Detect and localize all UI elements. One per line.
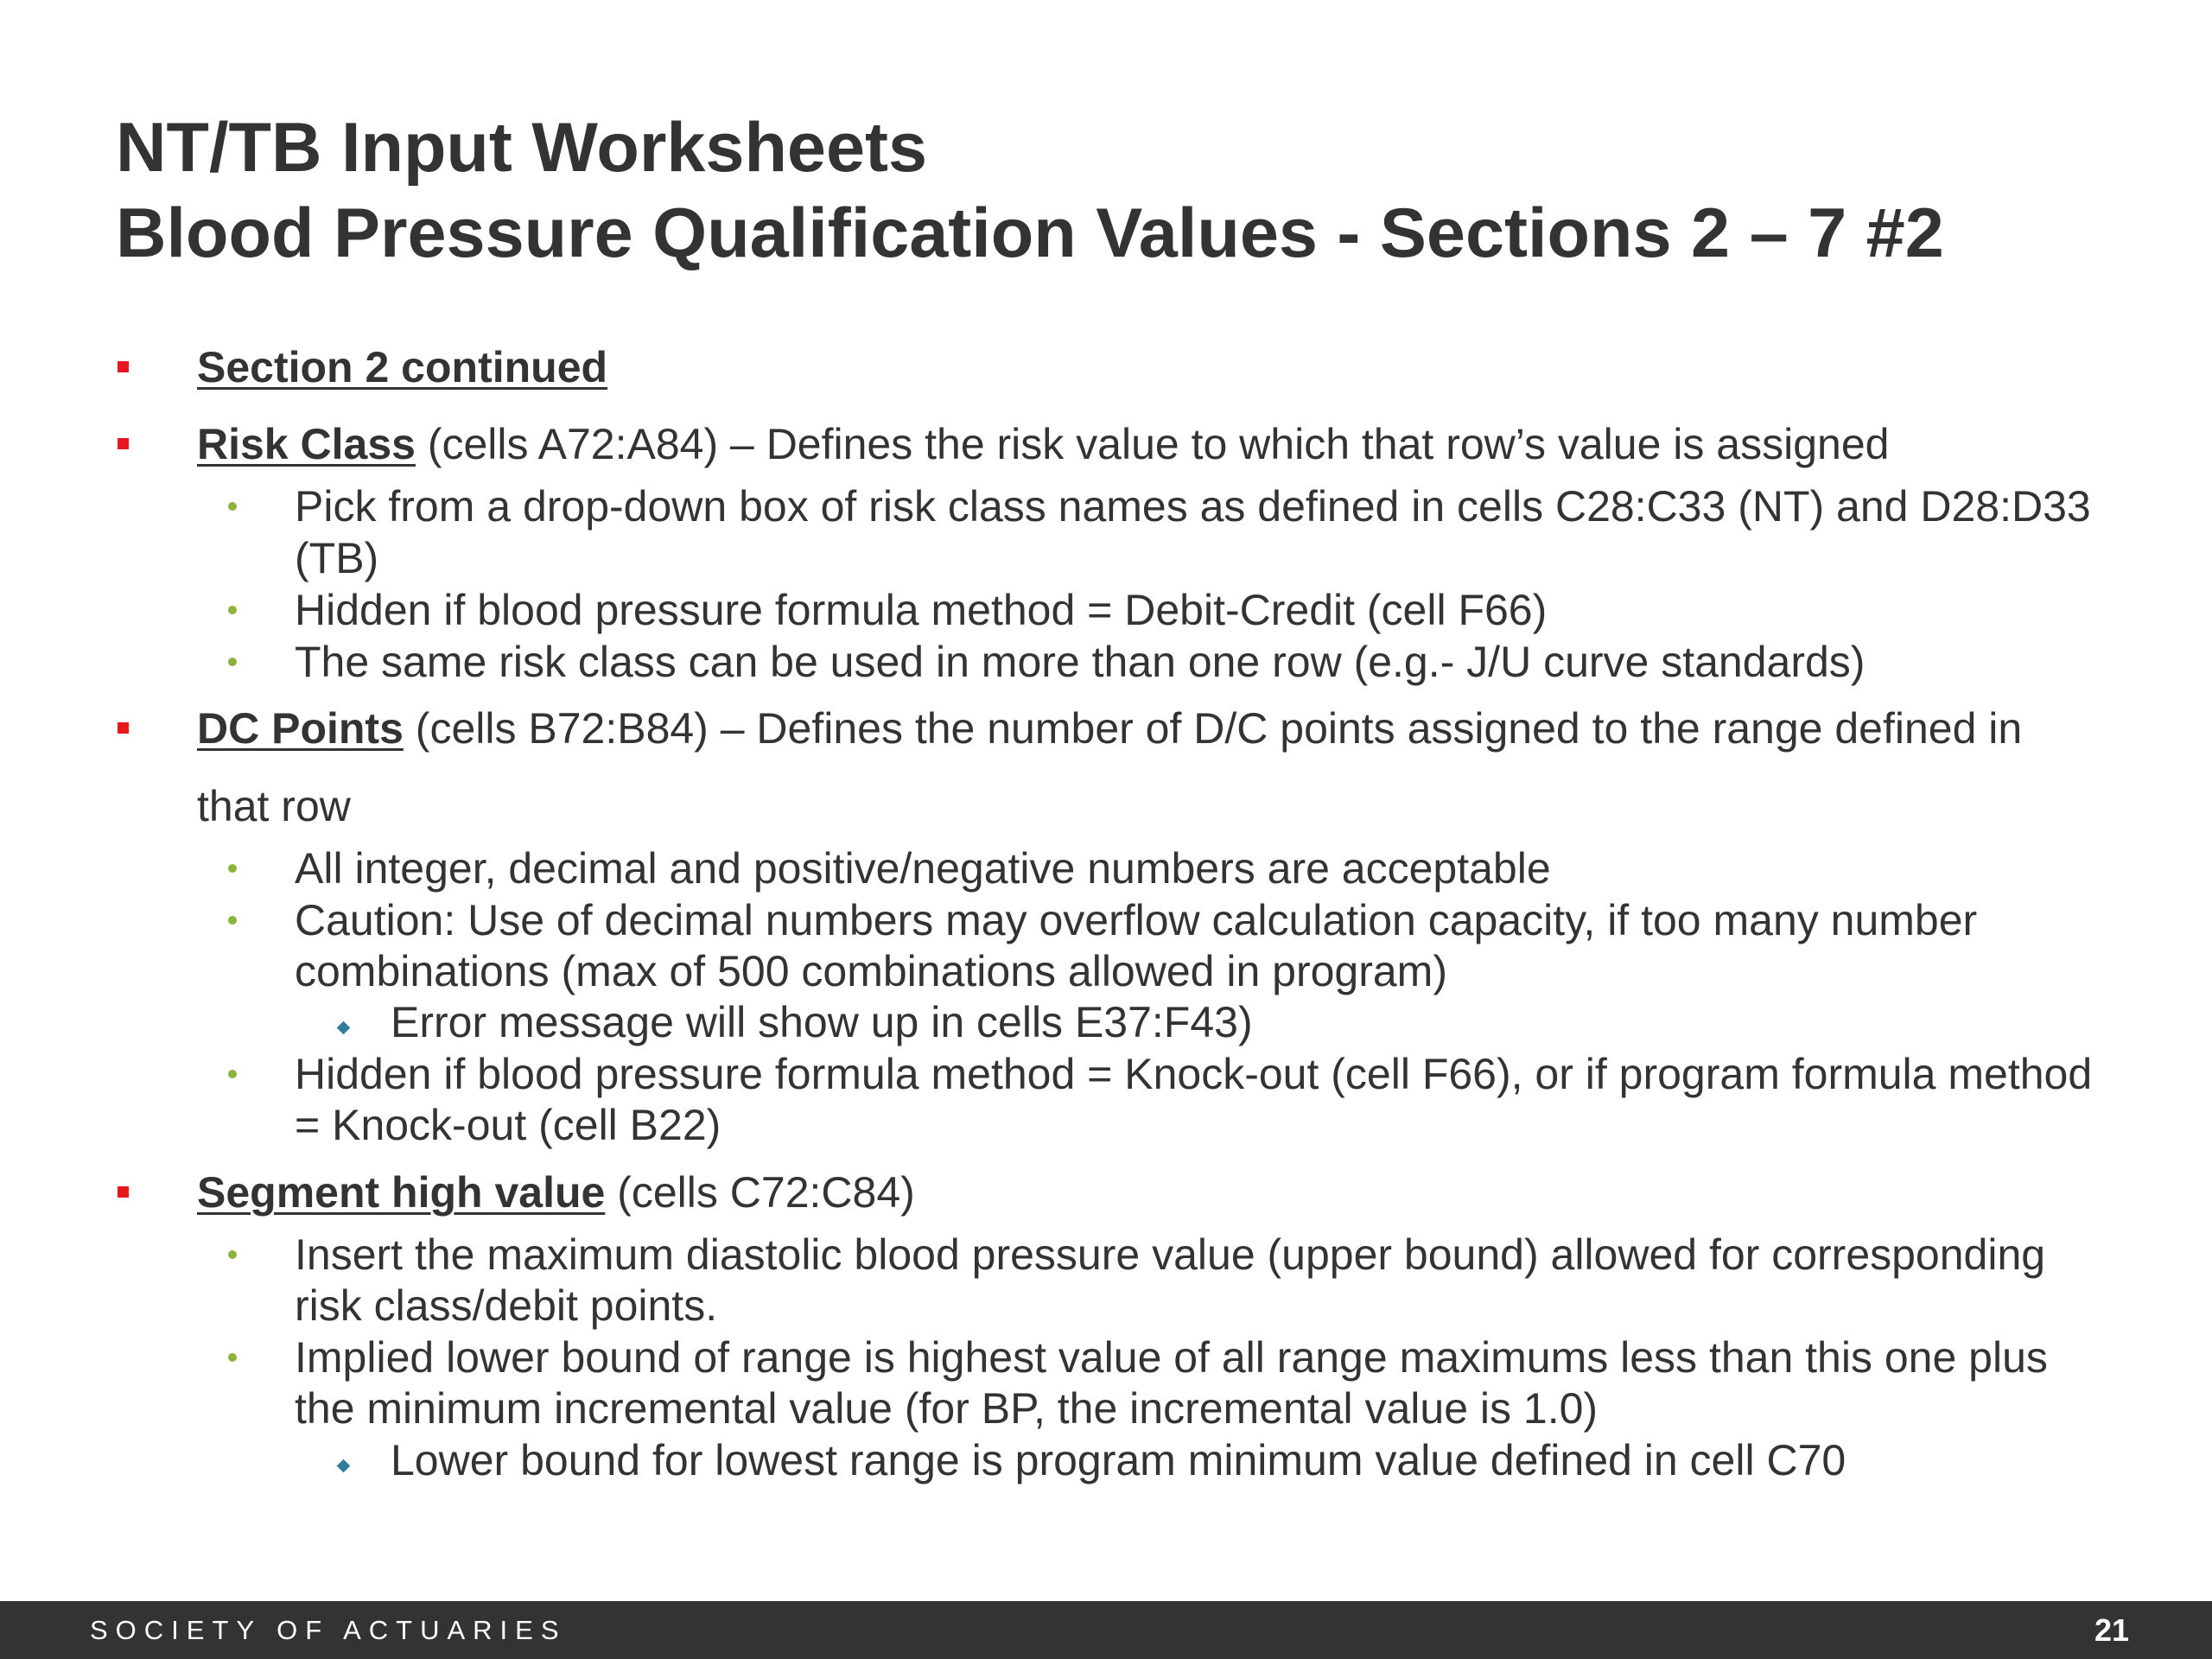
segment-high-sub2-line2: the minimum incremental value (for BP, the incremental value is 1.0)	[295, 1384, 1599, 1433]
red-square-bullet-icon	[118, 438, 129, 449]
risk-class-label: Risk Class	[197, 420, 416, 468]
segment-high-sub1-line2: risk class/debit points.	[295, 1281, 718, 1330]
dc-points-text-line2: that row	[197, 782, 351, 830]
segment-high-sub2-line1: Implied lower bound of range is highest value of all range maximums less than this one plus	[295, 1333, 2048, 1382]
risk-class-text: (cells A72:A84) – Defines the risk value to which that row’s value is assigned	[415, 420, 1890, 468]
page-number: 21	[2094, 1612, 2129, 1648]
slide-title	[116, 105, 1944, 276]
dc-points-sub1: All integer, decimal and positive/negative numbers are acceptable	[295, 844, 1551, 893]
green-dot-bullet-icon	[228, 1070, 237, 1078]
green-dot-bullet-icon	[228, 1250, 237, 1259]
green-dot-bullet-icon	[228, 502, 237, 511]
risk-class-sub2: Hidden if blood pressure formula method = Debit-Credit (cell F66)	[295, 586, 1548, 634]
bullet-segment-high	[197, 1166, 915, 1218]
segment-high-sub1-line1: Insert the maximum diastolic blood pressure value (upper bound) allowed for corresponding	[295, 1230, 2046, 1279]
dc-points-label: DC Points	[197, 704, 404, 753]
green-dot-bullet-icon	[228, 1353, 237, 1362]
footer-brand: SOCIETY OF ACTUARIES	[90, 1615, 567, 1645]
risk-class-sub1-line2: (TB)	[295, 534, 379, 582]
green-dot-bullet-icon	[228, 606, 237, 614]
bullet-risk-class	[197, 418, 1889, 470]
section2-label: Section 2 continued	[197, 343, 608, 391]
green-dot-bullet-icon	[228, 916, 237, 925]
blue-diamond-bullet-icon	[337, 1459, 351, 1473]
bullet-dc-points	[197, 702, 2022, 754]
bullet-section2	[197, 341, 607, 393]
blue-diamond-bullet-icon	[337, 1021, 351, 1035]
green-dot-bullet-icon	[228, 658, 237, 666]
risk-class-sub1-line1: Pick from a drop-down box of risk class names as defined in cells C28:C33 (NT) and D28:D33	[295, 482, 2091, 531]
dc-points-sub2-line1: Caution: Use of decimal numbers may overflow calculation capacity, if too many number	[295, 896, 1978, 944]
green-dot-bullet-icon	[228, 864, 237, 873]
title-line-1: NT/TB Input Worksheets	[116, 109, 928, 187]
segment-high-label: Segment high value	[197, 1168, 606, 1217]
red-square-bullet-icon	[118, 361, 129, 372]
red-square-bullet-icon	[118, 722, 129, 734]
risk-class-sub3: The same risk class can be used in more than one row (e.g.- J/U curve standards)	[295, 638, 1866, 686]
dc-points-sub3-line2: = Knock-out (cell B22)	[295, 1101, 721, 1149]
red-square-bullet-icon	[118, 1186, 129, 1198]
segment-high-text: (cells C72:C84)	[605, 1168, 915, 1217]
dc-points-text: (cells B72:B84) – Defines the number of D/C points assigned to the range defined in	[403, 704, 2023, 753]
segment-high-sub2-child: Lower bound for lowest range is program minimum value defined in cell C70	[391, 1436, 1847, 1484]
dc-points-sub3-line1: Hidden if blood pressure formula method = Knock-out (cell F66), or if program formula method	[295, 1050, 2093, 1098]
footer-bar	[0, 1601, 2212, 1659]
title-line-2: Blood Pressure Qualification Values - Sections 2 – 7 #2	[116, 194, 1944, 272]
dc-points-sub2-line2: combinations (max of 500 combinations allowed in program)	[295, 947, 1447, 995]
dc-points-sub2-child: Error message will show up in cells E37:F43)	[391, 998, 1253, 1046]
